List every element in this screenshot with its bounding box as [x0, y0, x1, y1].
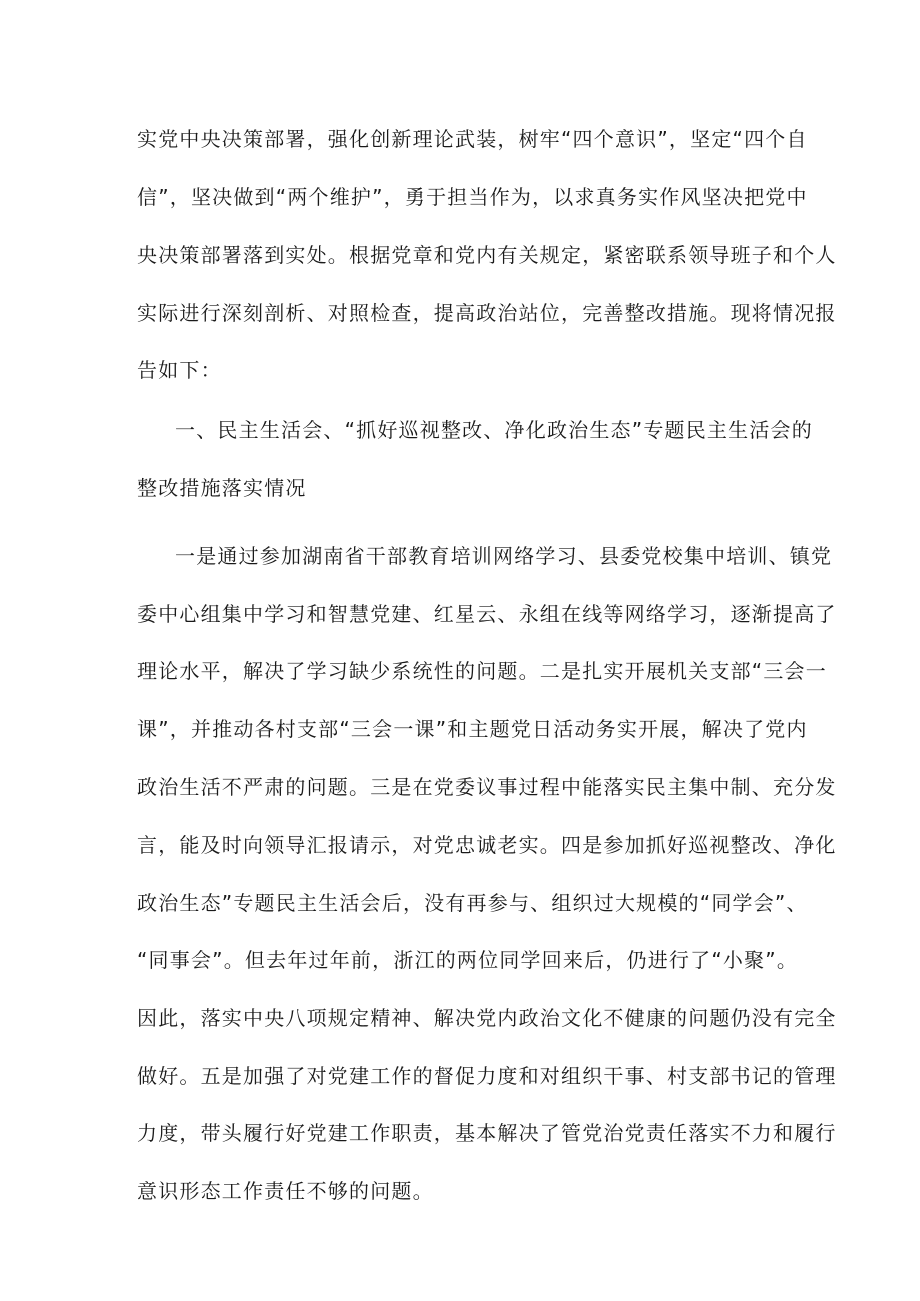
- text-line: 整改措施落实情况: [137, 476, 307, 500]
- text-line: 力度，带头履行好党建工作职责，基本解决了管党治党责任落实不力和履行: [137, 1121, 837, 1145]
- text-line: 政治生态”专题民主生活会后，没有再参与、组织过大规模的“同学会”、: [137, 891, 808, 915]
- text-line: 理论水平，解决了学习缺少系统性的问题。二是扎实开展机关支部“三会一: [137, 659, 827, 683]
- text-line: 一、民主生活会、“抓好巡视整改、净化政治生态”专题民主生活会的: [175, 418, 813, 442]
- text-line: “同事会”。但去年过年前，浙江的两位同学回来后，仍进行了“小聚”。: [137, 948, 799, 972]
- text-line: 信”，坚决做到“两个维护”，勇于担当作为，以求真务实作风坚决把党中: [137, 185, 808, 209]
- text-line: 政治生活不严肃的问题。三是在党委议事过程中能落实民主集中制、充分发: [137, 775, 837, 799]
- text-line: 央决策部署落到实处。根据党章和党内有关规定，紧密联系领导班子和个人: [137, 243, 837, 267]
- text-line: 言，能及时向领导汇报请示，对党忠诚老实。四是参加抓好巡视整改、净化: [137, 833, 837, 857]
- text-line: 实际进行深刻剖析、对照检查，提高政治站位，完善整改措施。现将情况报: [137, 301, 837, 325]
- text-line: 委中心组集中学习和智慧党建、红星云、永组在线等网络学习，逐渐提高了: [137, 602, 837, 626]
- text-line: 课”，并推动各村支部“三会一课”和主题党日活动务实开展，解决了党内: [137, 717, 808, 741]
- text-line: 因此，落实中央八项规定精神、解决党内政治文化不健康的问题仍没有完全: [137, 1006, 837, 1030]
- text-line: 告如下：: [137, 358, 222, 382]
- text-line: 做好。五是加强了对党建工作的督促力度和对组织干事、村支部书记的管理: [137, 1064, 837, 1088]
- text-line: 实党中央决策部署，强化创新理论武装，树牢“四个意识”，坚定“四个自: [137, 127, 808, 151]
- text-line: 意识形态工作责任不够的问题。: [137, 1179, 434, 1203]
- text-line: 一是通过参加湖南省干部教育培训网络学习、县委党校集中培训、镇党: [175, 544, 833, 568]
